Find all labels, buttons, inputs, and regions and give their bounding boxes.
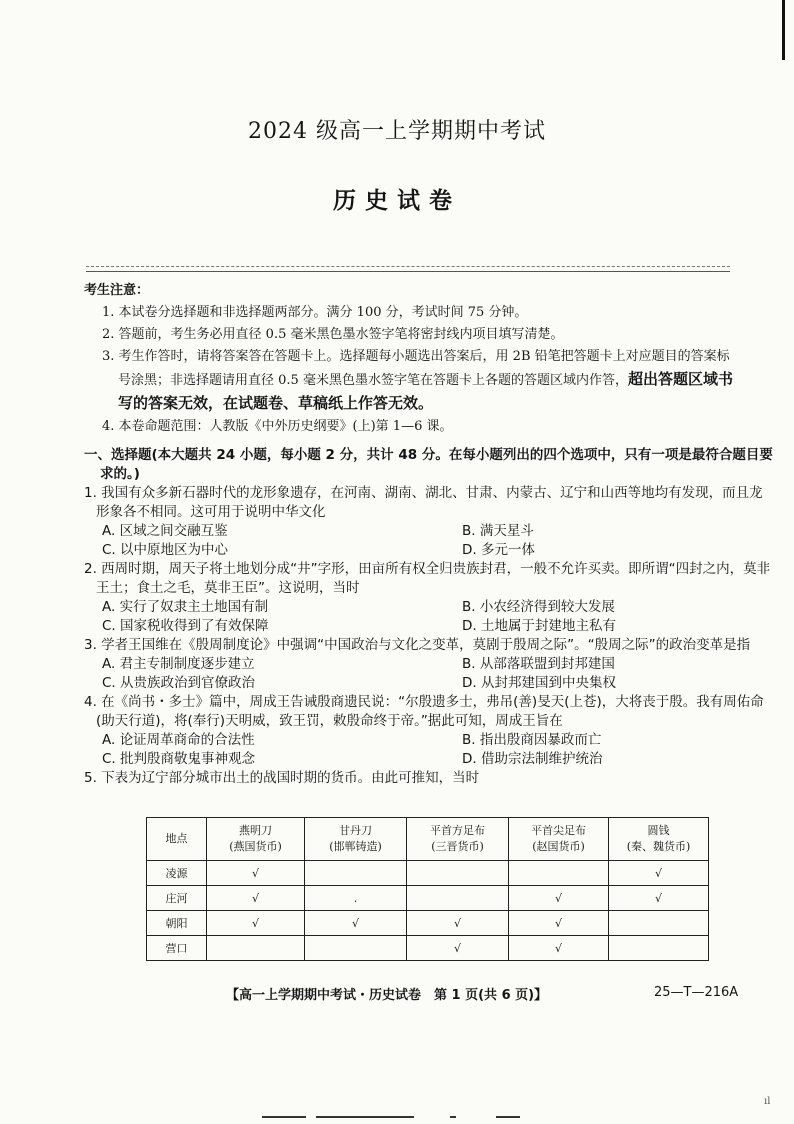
coin-name: 圆钱 [647,824,670,837]
table-row [147,911,709,936]
divider-solid [86,271,730,272]
coin-name: 甘丹刀 [339,824,372,837]
table-cell: √ [609,861,709,886]
notice-item: 4. 本卷命题范围：人教版《中外历史纲要》(上)第 1—6 课。 [102,419,453,434]
notice-item: 2. 答题前，考生务必用直径 0.5 毫米黑色墨水签字笔将密封线内项目填写清楚。 [102,327,564,342]
option: C. 批判殷商敬鬼事神观念 [102,751,256,767]
option: A. 论证周革商命的合法性 [102,732,255,748]
option: C. 以中原地区为中心 [102,542,229,558]
table-header-cell [305,818,407,861]
table-cell: √ [207,886,305,911]
coin-note: (赵国货币) [532,840,585,853]
table-cell: √ [509,886,609,911]
table-header-row [147,818,709,861]
notice-item: 1. 本试卷分选择题和非选择题两部分。满分 100 分，考试时间 75 分钟。 [102,305,528,320]
table-cell [305,861,407,886]
place-cell: 庄河 [147,886,207,911]
scan-artifact [262,1116,306,1118]
option: A. 君主专制制度逐步建立 [102,656,255,672]
table-row [147,861,709,886]
table-cell [609,911,709,936]
question-stem: 2. 西周时期，周天子将土地划分成“井”字形，田亩所有权全归贵族封君，一般不允许买卖。即所谓“四封之内，莫非王土；食土之毛，莫非王臣”。这说明，当时 [84,561,771,596]
coin-name: 燕明刀 [239,824,272,837]
table-row [147,886,709,911]
paper-code: 25—T—216A [654,985,739,1000]
table-cell [407,861,509,886]
place-cell: 凌源 [147,861,207,886]
table-cell: √ [609,886,709,911]
notice-item-text: 3. 考生作答时，请将答案答在答题卡上。选择题每小题选出答案后，用 2B 铅笔把答题卡上对应题目的答案标号涂黑；非选择题请用直径 0.5 毫米黑色墨水签字笔在答题卡上各题的答题区域内作答， [102,349,730,388]
table-cell: √ [509,911,609,936]
table-cell: √ [407,911,509,936]
coin-name: 平首尖足布 [531,824,586,837]
option: D. 土地属于封建地主私有 [462,618,616,634]
table-cell [509,861,609,886]
notice-heading: 考生注意： [84,283,150,298]
scan-artifact [316,1116,414,1118]
table-header-cell [407,818,509,861]
table-header-cell [207,818,305,861]
table-cell: √ [207,911,305,936]
option: B. 从部落联盟到封邦建国 [462,656,615,672]
question-options [84,598,774,636]
option: C. 国家税收得到了有效保障 [102,618,269,634]
scan-artifact [496,1116,520,1118]
subject-title: 历史试卷 [333,187,461,214]
option: B. 满天星斗 [462,523,534,539]
question-stem: 3. 学者王国维在《殷周制度论》中强调“中国政治与文化之变革，莫剧于殷周之际”。“殷周之际”的政治变革是指 [84,637,751,653]
table-header-cell [609,818,709,861]
table-cell: √ [407,936,509,961]
question-options [84,522,774,560]
corner-mark: ıl [764,1096,771,1107]
coin-note: (三晋货币) [431,840,484,853]
candidate-notice [84,280,734,438]
table-cell: √ [509,936,609,961]
page-footer: 【高一上学期期中考试・历史试卷 第 1 页(共 6 页)】 [226,988,548,1003]
coin-note: (秦、魏货币) [626,840,691,853]
option: D. 多元一体 [462,542,535,558]
table-cell: √ [305,911,407,936]
question-section [84,446,774,788]
coin-name: 平首方足布 [430,824,485,837]
table-corner-cell: 地点 [147,818,207,861]
table-cell [609,936,709,961]
option: C. 从贵族政治到官僚政治 [102,675,256,691]
place-cell: 营口 [147,936,207,961]
option: A. 实行了奴隶主土地国有制 [102,599,269,615]
table-cell: √ [207,861,305,886]
option: B. 指出殷商因暴政而亡 [462,732,602,748]
coin-note: (燕国货币) [229,840,282,853]
option: D. 从封邦建国到中央集权 [462,675,616,691]
table-header-cell [509,818,609,861]
option: D. 借助宗法制维护统治 [462,751,603,767]
section-heading: 一、选择题(本大题共 24 小题，每小题 2 分，共计 48 分。在每小题列出的四个选项中，只有一项是最符合题目要求的。) [84,447,773,482]
binding-mark [782,0,785,60]
coin-note: (邯郸铸造) [329,840,382,853]
question-stem: 1. 我国有众多新石器时代的龙形象遗存，在河南、湖南、湖北、甘肃、内蒙古、辽宁和山西等地均有发现，而且龙形象各不相同。这可用于说明中华文化 [84,485,763,520]
scan-artifact [450,1116,456,1118]
option: A. 区域之间交融互鉴 [102,523,228,539]
table-cell: . [305,886,407,911]
notice-emphasis: 超出答题区域书写的答案无效，在试题卷、草稿纸上作答无效。 [118,370,733,412]
notice-item [84,346,734,416]
table-row [147,936,709,961]
question-options [84,655,774,693]
exam-title: 2024 级高一上学期期中考试 [248,119,546,144]
place-cell: 朝阳 [147,911,207,936]
question-stem: 5. 下表为辽宁部分城市出土的战国时期的货币。由此可推知，当时 [84,770,480,786]
table-cell [305,936,407,961]
divider-dashed [86,266,730,267]
table-cell [207,936,305,961]
coin-table [146,817,709,961]
question-stem: 4. 在《尚书・多士》篇中，周成王告诫殷商遗民说：“尔殷遗多士，弗吊(善)旻天(上苍)，大将丧于殷。我有周佑命(助天行道)，将(奉行)天明威，致王罚，敕殷命终于帝。”据此可知，周成王旨在 [84,694,764,729]
question-options [84,731,774,769]
table-cell [407,886,509,911]
option: B. 小农经济得到较大发展 [462,599,615,615]
